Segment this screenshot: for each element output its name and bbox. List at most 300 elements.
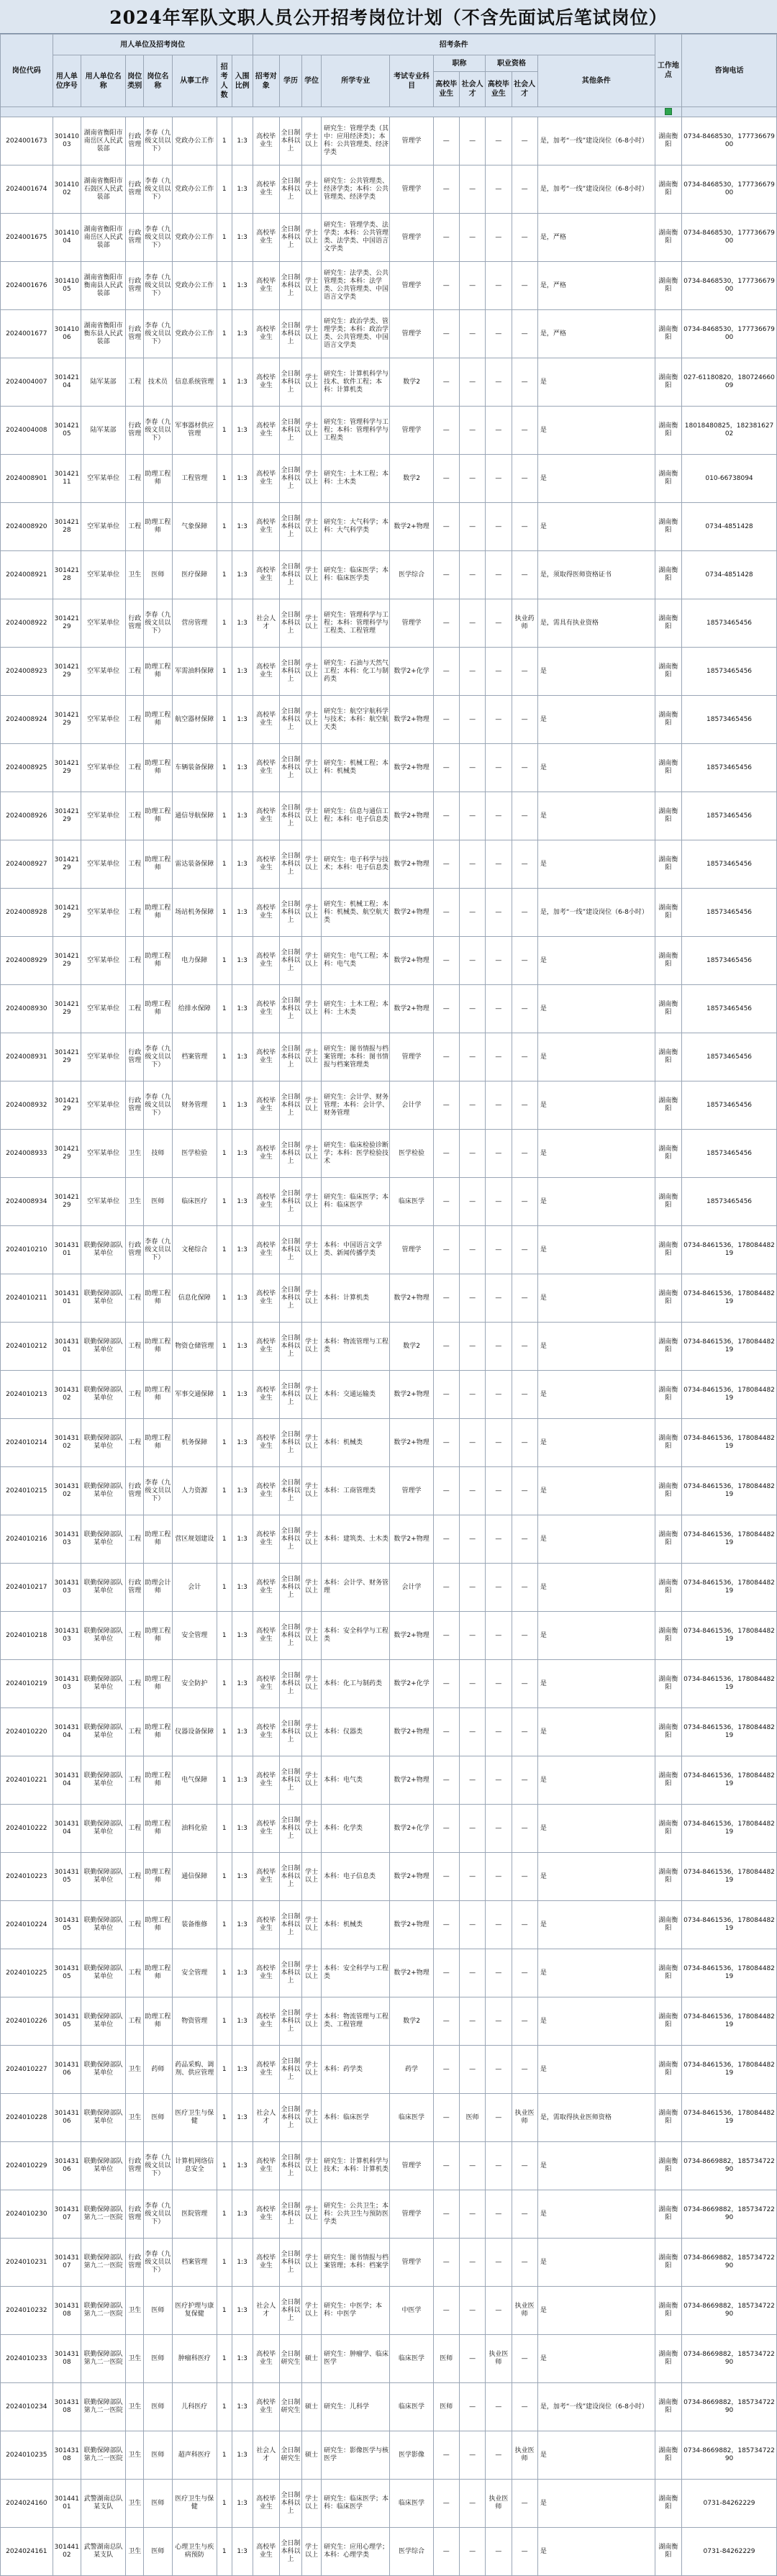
other-cell: 是 [537,1949,655,1997]
degree-cell: 学士以上 [302,1226,322,1274]
qual-social-cell: — [512,1081,537,1130]
post-type-cell: 行政管理 [126,1467,144,1515]
table-row [1,2239,777,2287]
qual-graduate-cell: — [486,2239,512,2287]
code-cell: 2024024160 [1,2480,53,2528]
location-cell: 湖南衡阳 [655,1805,681,1853]
qual-graduate-cell: — [486,358,512,407]
title-social-cell: — [459,1178,485,1226]
ratio-cell: 1:3 [232,1371,253,1419]
work-cell: 医学检验 [172,1130,217,1178]
qual-graduate-cell: — [486,1033,512,1081]
code-cell: 2024008930 [1,985,53,1033]
post-type-cell: 卫生 [126,2528,144,2576]
location-cell: 湖南衡阳 [655,262,681,310]
other-cell: 是 [537,2142,655,2190]
post-type-cell: 卫生 [126,2383,144,2431]
post-name-cell: 助理工程师 [144,503,172,551]
qual-social-cell: — [512,2046,537,2094]
header-qual-graduate: 高校毕业生 [486,72,512,107]
code-cell: 2024010235 [1,2431,53,2480]
table-row [1,2335,777,2383]
major-cell: 研究生：图书情报与档案管理；本科：图书情报与档案管理类 [322,1033,390,1081]
post-name-cell: 助理工程师 [144,1756,172,1805]
unit-code-cell: 30144101 [53,2480,81,2528]
title-social-cell: — [459,1901,485,1949]
qual-graduate-cell: 执业医师 [486,2335,512,2383]
table-row [1,1853,777,1901]
code-cell: 2024010227 [1,2046,53,2094]
table-row [1,214,777,262]
title-graduate-cell: — [433,503,459,551]
title-graduate-cell: — [433,937,459,985]
title-social-cell: — [459,1130,485,1178]
qual-social-cell: — [512,1708,537,1756]
source-cell: 高校毕业生 [253,1178,279,1226]
work-cell: 心理卫生与疾病预防 [172,2528,217,2576]
degree-cell: 学士以上 [302,2239,322,2287]
post-type-cell: 卫生 [126,2094,144,2142]
code-cell: 2024008926 [1,792,53,840]
ratio-cell: 1:3 [232,2239,253,2287]
unit-code-cell: 30143104 [53,1756,81,1805]
work-cell: 军需油料保障 [172,648,217,696]
table-row [1,310,777,358]
post-type-cell: 卫生 [126,2046,144,2094]
work-cell: 儿科医疗 [172,2383,217,2431]
other-cell: 是，加考“一线”建设岗位（6-8小时） [537,2383,655,2431]
post-name-cell: 助理会计师 [144,1564,172,1612]
count-cell: 1 [217,2431,232,2480]
major-cell: 研究生：图书情报与档案管理；本科：档案学 [322,2239,390,2287]
major-cell: 研究生：应用心理学；本科：心理学类 [322,2528,390,2576]
qual-social-cell: — [512,1419,537,1467]
source-cell: 高校毕业生 [253,1130,279,1178]
education-cell: 全日制本科以上 [279,2094,301,2142]
education-cell: 全日制本科以上 [279,648,301,696]
major-cell: 研究生：中医学；本科：中医学 [322,2287,390,2335]
count-cell: 1 [217,2094,232,2142]
exam-cell: 数学2+物理 [390,1901,433,1949]
exam-cell: 管理学 [390,407,433,455]
unit-code-cell: 30142105 [53,407,81,455]
location-cell: 湖南衡阳 [655,1515,681,1564]
code-cell: 2024010228 [1,2094,53,2142]
unit-code-cell: 30142104 [53,358,81,407]
post-name-cell: 李春（九级文员以下） [144,1081,172,1130]
other-cell: 是，需取得执业医师资格 [537,2094,655,2142]
qual-social-cell: — [512,937,537,985]
degree-cell: 硕士 [302,2335,322,2383]
unit-name-cell: 空军某单位 [81,503,126,551]
title-graduate-cell: — [433,2528,459,2576]
unit-name-cell: 武警湖南总队某支队 [81,2480,126,2528]
post-name-cell: 助理工程师 [144,985,172,1033]
qual-graduate-cell: — [486,937,512,985]
count-cell: 1 [217,1756,232,1805]
unit-name-cell: 空军某单位 [81,889,126,937]
title-social-cell: — [459,1949,485,1997]
location-cell: 湖南衡阳 [655,2190,681,2239]
source-cell: 高校毕业生 [253,455,279,503]
other-cell: 是 [537,1178,655,1226]
other-cell: 是 [537,1515,655,1564]
qual-graduate-cell: — [486,2142,512,2190]
code-cell: 2024010233 [1,2335,53,2383]
degree-cell: 学士以上 [302,2046,322,2094]
title-graduate-cell: — [433,889,459,937]
qual-social-cell: — [512,1323,537,1371]
ratio-cell: 1:3 [232,503,253,551]
phone-cell: 0734-8461536，17808448219 [682,1949,777,1997]
title-social-cell: — [459,1997,485,2046]
ratio-cell: 1:3 [232,1323,253,1371]
count-cell: 1 [217,840,232,889]
title-graduate-cell: — [433,310,459,358]
education-cell: 全日制本科以上 [279,1756,301,1805]
unit-name-cell: 联勤保障部队某单位 [81,1756,126,1805]
count-cell: 1 [217,1901,232,1949]
major-cell: 本科：化工与制药类 [322,1660,390,1708]
post-type-cell: 工程 [126,1997,144,2046]
table-row [1,117,777,165]
post-name-cell: 助理工程师 [144,744,172,792]
location-cell: 湖南衡阳 [655,407,681,455]
location-cell: 湖南衡阳 [655,551,681,599]
phone-cell: 0734-8461536，17808448219 [682,1419,777,1467]
source-cell: 高校毕业生 [253,2239,279,2287]
table-row [1,840,777,889]
post-name-cell: 李春（九级文员以下） [144,2142,172,2190]
code-cell: 2024010232 [1,2287,53,2335]
work-cell: 医院管理 [172,2190,217,2239]
degree-cell: 学士以上 [302,1805,322,1853]
work-cell: 物资管理 [172,1997,217,2046]
degree-cell: 学士以上 [302,310,322,358]
unit-name-cell: 武警湖南总队某支队 [81,2528,126,2576]
title-social-cell: — [459,1323,485,1371]
post-name-cell: 李春（九级文员以下） [144,407,172,455]
degree-cell: 学士以上 [302,1274,322,1323]
ratio-cell: 1:3 [232,2335,253,2383]
unit-name-cell: 联勤保障部队第九二一医院 [81,2431,126,2480]
header-qual-social: 社会人才 [512,72,537,107]
filter-cell[interactable] [655,107,681,117]
count-cell: 1 [217,1467,232,1515]
unit-code-cell: 30143108 [53,2335,81,2383]
exam-cell: 临床医学 [390,2094,433,2142]
location-cell: 湖南衡阳 [655,2239,681,2287]
unit-name-cell: 空军某单位 [81,985,126,1033]
post-name-cell: 助理工程师 [144,1371,172,1419]
major-cell: 研究生：计算机科学与技术、软件工程；本科：计算机类 [322,358,390,407]
degree-cell: 学士以上 [302,648,322,696]
qual-graduate-cell: — [486,840,512,889]
phone-cell: 0734-8461536，17808448219 [682,1805,777,1853]
other-cell: 是 [537,648,655,696]
title-social-cell: — [459,310,485,358]
degree-cell: 学士以上 [302,1612,322,1660]
other-cell: 是 [537,2239,655,2287]
degree-cell: 学士以上 [302,599,322,648]
unit-name-cell: 联勤保障部队某单位 [81,1901,126,1949]
ratio-cell: 1:3 [232,1660,253,1708]
post-type-cell: 工程 [126,1612,144,1660]
other-cell: 是 [537,840,655,889]
degree-cell: 学士以上 [302,1515,322,1564]
qual-graduate-cell: — [486,262,512,310]
post-type-cell: 工程 [126,696,144,744]
title-graduate-cell: — [433,455,459,503]
unit-name-cell: 联勤保障部队某单位 [81,1997,126,2046]
post-type-cell: 行政管理 [126,407,144,455]
phone-cell: 18018480825，18238162702 [682,407,777,455]
phone-cell: 18573465456 [682,744,777,792]
education-cell: 全日制本科以上 [279,2528,301,2576]
source-cell: 高校毕业生 [253,1515,279,1564]
qual-social-cell: — [512,2335,537,2383]
qual-social-cell: — [512,310,537,358]
code-cell: 2024001675 [1,214,53,262]
education-cell: 全日制本科以上 [279,2046,301,2094]
education-cell: 全日制本科以上 [279,2480,301,2528]
major-cell: 本科：安全科学与工程类 [322,1949,390,1997]
unit-name-cell: 联勤保障部队某单位 [81,1467,126,1515]
post-name-cell: 李春（九级文员以下） [144,117,172,165]
location-cell: 湖南衡阳 [655,1997,681,2046]
unit-name-cell: 空军某单位 [81,551,126,599]
other-cell: 是 [537,1081,655,1130]
location-cell: 湖南衡阳 [655,985,681,1033]
degree-cell: 学士以上 [302,937,322,985]
source-cell: 高校毕业生 [253,2190,279,2239]
count-cell: 1 [217,2239,232,2287]
count-cell: 1 [217,1274,232,1323]
other-cell: 是 [537,358,655,407]
post-name-cell: 医师 [144,2335,172,2383]
count-cell: 1 [217,407,232,455]
ratio-cell: 1:3 [232,2431,253,2480]
source-cell: 高校毕业生 [253,2142,279,2190]
unit-name-cell: 联勤保障部队第九二一医院 [81,2287,126,2335]
other-cell: 是，加考“一线”建设岗位（6-8小时） [537,117,655,165]
phone-cell: 18573465456 [682,889,777,937]
phone-cell: 18573465456 [682,937,777,985]
phone-cell: 18573465456 [682,1033,777,1081]
title-social-cell: — [459,551,485,599]
post-type-cell: 工程 [126,358,144,407]
other-cell: 是 [537,1130,655,1178]
ratio-cell: 1:3 [232,214,253,262]
major-cell: 研究生：电子科学与技术；本科：电子信息类 [322,840,390,889]
source-cell: 高校毕业生 [253,1660,279,1708]
major-cell: 研究生：管理科学与工程；本科：管理科学与工程类、工程管理 [322,599,390,648]
post-type-cell: 工程 [126,1371,144,1419]
title-social-cell: — [459,2190,485,2239]
post-type-cell: 行政管理 [126,262,144,310]
education-cell: 全日制本科以上 [279,1274,301,1323]
work-cell: 信息化保障 [172,1274,217,1323]
location-cell: 湖南衡阳 [655,1130,681,1178]
major-cell: 研究生：肿瘤学、临床医学 [322,2335,390,2383]
education-cell: 全日制本科以上 [279,262,301,310]
ratio-cell: 1:3 [232,744,253,792]
table-row [1,937,777,985]
location-cell: 湖南衡阳 [655,358,681,407]
major-cell: 本科：安全科学与工程类 [322,1612,390,1660]
title-graduate-cell: — [433,1853,459,1901]
qual-social-cell: 执业医师 [512,2287,537,2335]
source-cell: 高校毕业生 [253,551,279,599]
qual-graduate-cell: — [486,455,512,503]
title-social-cell: — [459,407,485,455]
post-type-cell: 工程 [126,744,144,792]
other-cell: 是 [537,1612,655,1660]
count-cell: 1 [217,214,232,262]
degree-cell: 学士以上 [302,2287,322,2335]
source-cell: 高校毕业生 [253,792,279,840]
post-name-cell: 助理工程师 [144,648,172,696]
work-cell: 医疗保障 [172,551,217,599]
title-graduate-cell: — [433,840,459,889]
title-graduate-cell: — [433,696,459,744]
title-graduate-cell: — [433,551,459,599]
degree-cell: 硕士 [302,2383,322,2431]
phone-cell: 0734-8461536，17808448219 [682,1853,777,1901]
post-type-cell: 行政管理 [126,165,144,214]
unit-name-cell: 空军某单位 [81,1130,126,1178]
major-cell: 本科：中国语言文学类、新闻传播学类 [322,1226,390,1274]
unit-code-cell: 30142129 [53,648,81,696]
table-row [1,1419,777,1467]
unit-name-cell: 湖南省衡阳市南岳区人民武装部 [81,214,126,262]
unit-name-cell: 空军某单位 [81,937,126,985]
post-type-cell: 工程 [126,648,144,696]
ratio-cell: 1:3 [232,2046,253,2094]
source-cell: 高校毕业生 [253,1371,279,1419]
unit-code-cell: 30144102 [53,2528,81,2576]
qual-social-cell: — [512,1564,537,1612]
unit-code-cell: 30142129 [53,1130,81,1178]
code-cell: 2024010216 [1,1515,53,1564]
header-location: 工作地点 [655,35,681,107]
degree-cell: 学士以上 [302,358,322,407]
education-cell: 全日制本科以上 [279,792,301,840]
qual-graduate-cell: — [486,1564,512,1612]
title-graduate-cell: — [433,1419,459,1467]
table-row [1,1660,777,1708]
qual-social-cell: — [512,262,537,310]
header-filter-row [1,107,655,117]
education-cell: 全日制本科以上 [279,985,301,1033]
phone-cell: 0734-8468530，17773667900 [682,262,777,310]
education-cell: 全日制本科以上 [279,889,301,937]
table-row [1,2528,777,2576]
degree-cell: 学士以上 [302,407,322,455]
post-type-cell: 行政管理 [126,1081,144,1130]
ratio-cell: 1:3 [232,1997,253,2046]
education-cell: 全日制本科以上 [279,2142,301,2190]
qual-graduate-cell: — [486,1901,512,1949]
table-row [1,2480,777,2528]
work-cell: 油料化验 [172,1805,217,1853]
title-social-cell: — [459,648,485,696]
code-cell: 2024010210 [1,1226,53,1274]
post-type-cell: 工程 [126,840,144,889]
phone-cell: 0734-4851428 [682,503,777,551]
phone-cell: 0734-8461536，17808448219 [682,1997,777,2046]
qual-social-cell: — [512,840,537,889]
ratio-cell: 1:3 [232,1226,253,1274]
ratio-cell: 1:3 [232,1274,253,1323]
unit-code-cell: 30143103 [53,1660,81,1708]
education-cell: 全日制本科以上 [279,1371,301,1419]
post-type-cell: 卫生 [126,551,144,599]
unit-name-cell: 联勤保障部队某单位 [81,1708,126,1756]
qual-graduate-cell: — [486,1081,512,1130]
other-cell: 是 [537,1467,655,1515]
unit-code-cell: 30143101 [53,1274,81,1323]
table-row [1,2190,777,2239]
other-cell: 是 [537,1033,655,1081]
count-cell: 1 [217,1419,232,1467]
exam-cell: 临床医学 [390,2480,433,2528]
code-cell: 2024010218 [1,1612,53,1660]
table-row [1,744,777,792]
ratio-cell: 1:3 [232,1756,253,1805]
unit-name-cell: 空军某单位 [81,1033,126,1081]
source-cell: 高校毕业生 [253,840,279,889]
qual-graduate-cell: — [486,2046,512,2094]
source-cell: 高校毕业生 [253,1949,279,1997]
post-name-cell: 助理工程师 [144,1515,172,1564]
title-social-cell: — [459,1515,485,1564]
code-cell: 2024008925 [1,744,53,792]
post-name-cell: 助理工程师 [144,1660,172,1708]
major-cell: 本科：临床医学 [322,2094,390,2142]
work-cell: 党政办公工作 [172,262,217,310]
ratio-cell: 1:3 [232,165,253,214]
title-graduate-cell: — [433,985,459,1033]
table-row [1,1612,777,1660]
code-cell: 2024010220 [1,1708,53,1756]
location-cell: 湖南衡阳 [655,2480,681,2528]
code-cell: 2024010214 [1,1419,53,1467]
major-cell: 本科：建筑类、土木类 [322,1515,390,1564]
code-cell: 2024008923 [1,648,53,696]
major-cell: 研究生：临床医学；本科：临床医学类 [322,551,390,599]
qual-graduate-cell: — [486,407,512,455]
unit-name-cell: 湖南省衡阳市石鼓区人民武装部 [81,165,126,214]
unit-code-cell: 30143102 [53,1371,81,1419]
major-cell: 研究生：石油与天然气工程；本科：化工与制药类 [322,648,390,696]
unit-name-cell: 湖南省衡阳市衡东县人民武装部 [81,310,126,358]
title-graduate-cell: — [433,2046,459,2094]
post-name-cell: 助理工程师 [144,1612,172,1660]
exam-cell: 数学2+物理 [390,840,433,889]
header-phone: 咨询电话 [682,35,777,107]
post-type-cell: 行政管理 [126,1564,144,1612]
ratio-cell: 1:3 [232,2142,253,2190]
source-cell: 高校毕业生 [253,1756,279,1805]
exam-cell: 临床医学 [390,1178,433,1226]
exam-cell: 数学2 [390,358,433,407]
phone-cell: 0734-8461536，17808448219 [682,1323,777,1371]
title-social-cell: — [459,1226,485,1274]
source-cell: 高校毕业生 [253,358,279,407]
green-square-icon[interactable] [665,108,672,115]
code-cell: 2024008922 [1,599,53,648]
